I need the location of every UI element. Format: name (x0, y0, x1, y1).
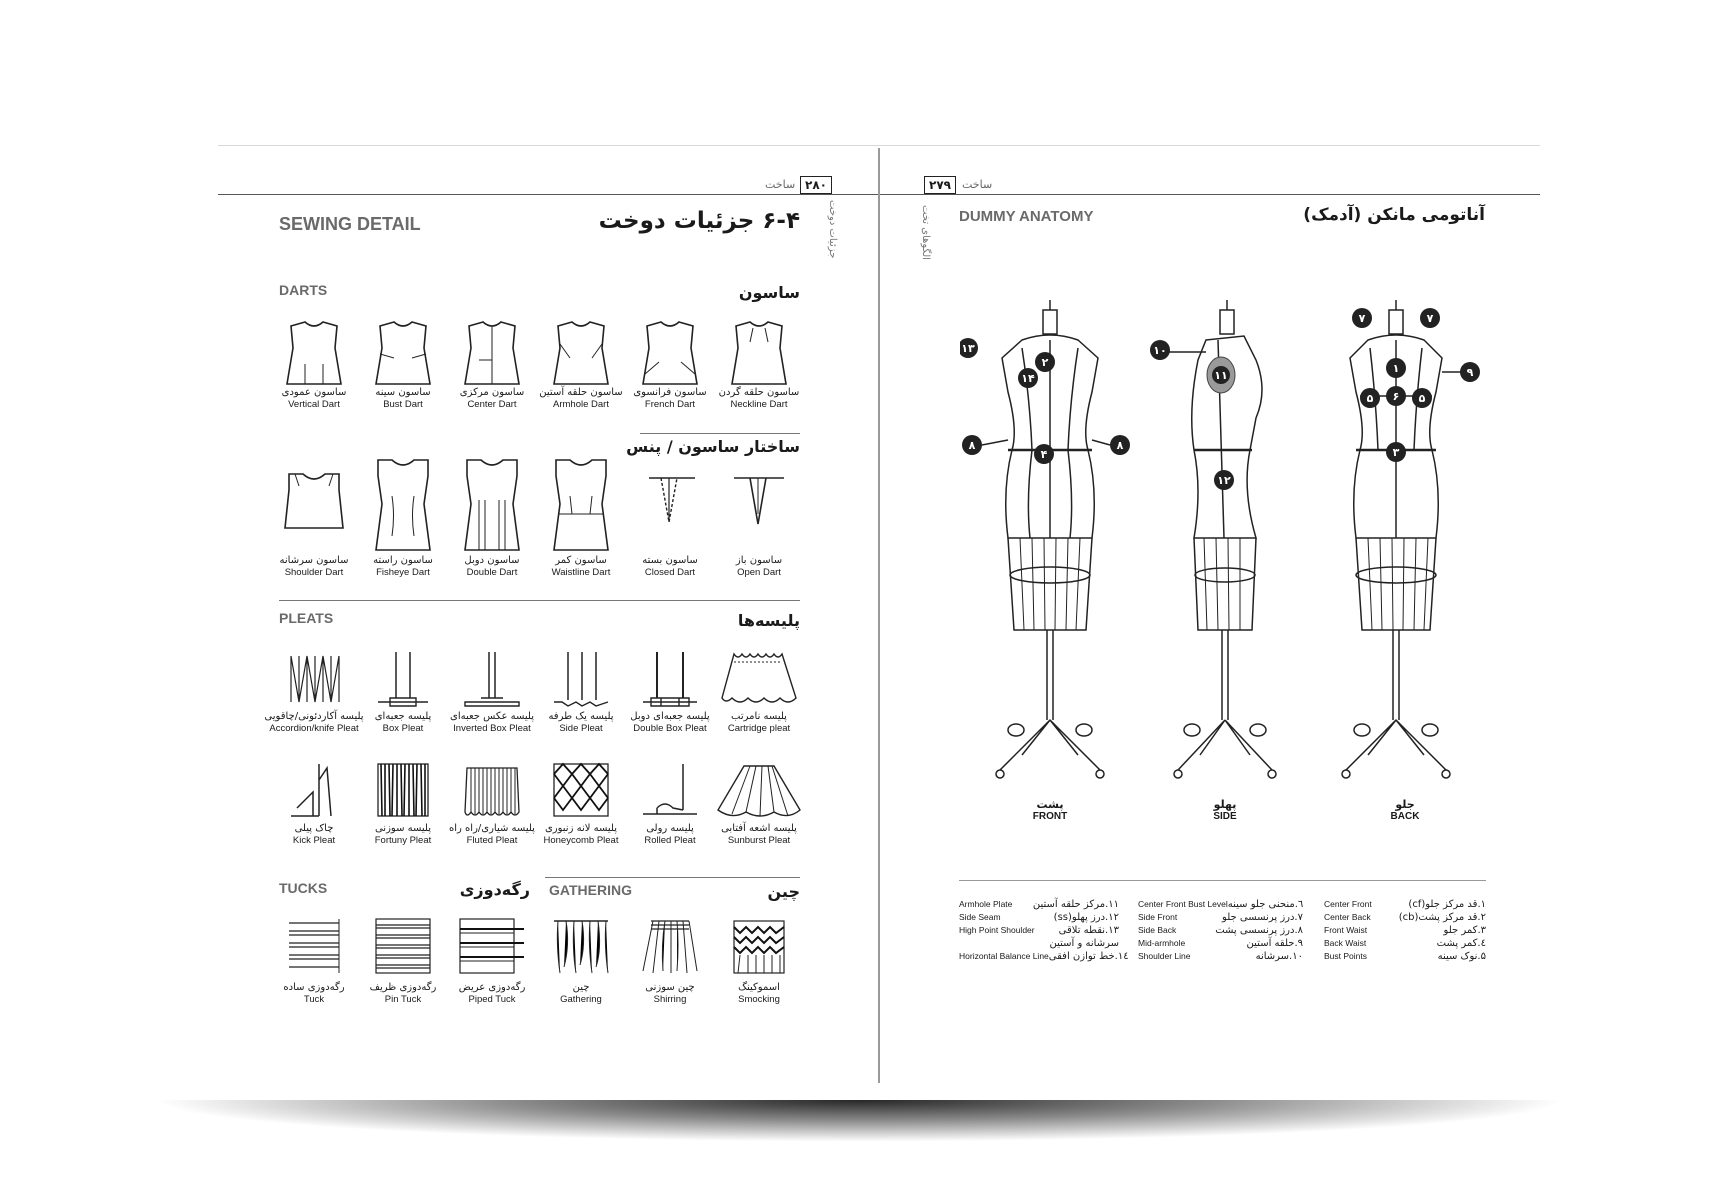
side-dummy-label (1180, 798, 1270, 823)
legend-row (1324, 950, 1486, 963)
kick-pleat-illustration (283, 760, 345, 822)
fortuny-pleat-illustration (372, 760, 434, 822)
gathering-heading-fa: چین (767, 882, 800, 901)
legend-fa: ۹.حلقه آستین (1246, 938, 1303, 949)
dart-en-label: Center Dart (467, 399, 517, 410)
open-dart-illustration (728, 470, 790, 554)
pleat-en-label: Honeycomb Pleat (543, 835, 619, 846)
pleat-fa-label: پلیسه یک طرفه (548, 711, 614, 722)
dart-item-open (714, 470, 804, 579)
back-badge-5-right: ۵ (1418, 392, 1426, 405)
dart-fa-label: ساسون حلقه گردن (718, 387, 800, 398)
gathering-fa-label: چین (572, 982, 590, 993)
side-badge-12: ۱۲ (1217, 474, 1231, 487)
legend-en: Side Front (1138, 912, 1178, 922)
left-running-title: ساخت (765, 178, 796, 191)
dart-en-label: French Dart (644, 399, 696, 410)
pleat-en-label: Cartridge pleat (727, 723, 791, 734)
gathering-item-shirring (625, 915, 715, 1006)
legend-row (959, 911, 1119, 924)
back-dummy-label (1360, 798, 1450, 823)
shirring-illustration (639, 915, 701, 981)
legend-en: Side Back (1138, 925, 1177, 935)
back-badge-7-left: ۷ (1358, 312, 1366, 325)
book-gutter (878, 148, 880, 1083)
legend-fa: ۷.درز پرنسسی جلو (1222, 912, 1303, 923)
gathering-rule (545, 877, 800, 878)
back-badge-6: ۶ (1392, 390, 1400, 403)
cartridge-pleat-illustration (718, 648, 800, 710)
double-dart-illustration (461, 456, 523, 554)
legend-en: Side Seam (959, 912, 1001, 922)
neckline-dart-illustration (728, 318, 790, 386)
legend-row (1324, 911, 1486, 924)
pleat-fa-label: پلیسه سوزنی (374, 823, 432, 834)
legend-row (1138, 924, 1303, 937)
dart-fa-label: ساسون عمودی (281, 387, 347, 398)
legend-fa: ۱٤.خط توازن افقی (1048, 951, 1129, 962)
inverted-box-pleat-illustration (461, 648, 523, 710)
side-badge-11: ۱۱ (1214, 369, 1228, 382)
dummy-anatomy-title-en: DUMMY ANATOMY (959, 208, 1094, 225)
dart-en-label: Neckline Dart (730, 399, 788, 410)
smocking-illustration (728, 915, 790, 981)
dart-en-label: Bust Dart (383, 399, 423, 410)
dummy-anatomy-title-fa: آناتومی مانکن (آدمک) (1303, 205, 1485, 225)
dart-en-label: Waistline Dart (551, 567, 611, 578)
pleat-en-label: Kick Pleat (292, 835, 336, 846)
pleat-item-double-box (625, 648, 715, 735)
pin-tuck-illustration (372, 915, 434, 981)
legend-fa: ٦.منحنی جلو سینه (1227, 899, 1304, 910)
sunburst-pleat-illustration (716, 760, 802, 822)
dart-structure-heading-fa: ساختار ساسون / پنس (626, 437, 800, 456)
back-dummy-illustration (1310, 300, 1490, 800)
pleats-rule (279, 600, 800, 601)
tuck-en-label: Piped Tuck (468, 994, 516, 1005)
sewing-detail-title-en: SEWING DETAIL (279, 214, 421, 234)
pleat-fa-label: پلیسه اشعه آفتابی (721, 823, 797, 834)
fluted-pleat-illustration (461, 760, 523, 822)
pleat-en-label: Side Pleat (559, 723, 603, 734)
legend-fa: ۲.قد مرکز پشت(cb) (1398, 912, 1486, 923)
front-dummy-label-fa: پشت (1036, 798, 1064, 811)
fisheye-dart-illustration (372, 456, 434, 554)
legend-rule (959, 880, 1486, 881)
dart-fa-label: ساسون فرانسوی (633, 387, 707, 398)
back-dummy-label-fa: جلو (1395, 798, 1415, 811)
pleat-item-fluted (447, 760, 537, 847)
pleat-fa-label: پلیسه آکاردئونی/چاقویی (264, 711, 364, 722)
pleat-item-inverted-box (447, 648, 537, 735)
tuck-en-label: Tuck (303, 994, 325, 1005)
front-dummy-label (1005, 798, 1095, 823)
dart-en-label: Armhole Dart (553, 399, 609, 410)
legend-col-2 (1138, 898, 1303, 963)
double-box-pleat-illustration (639, 648, 701, 710)
dart-structure-rule (640, 433, 800, 434)
legend-fa: ۳.کمر جلو (1443, 925, 1486, 936)
dart-en-label: Fisheye Dart (376, 567, 430, 578)
dart-item-shoulder (269, 470, 359, 579)
legend-en: Horizontal Balance Line (959, 951, 1049, 961)
back-dummy-label-en: BACK (1390, 811, 1420, 822)
legend-fa: ۱۱.مرکز حلقه آستین (1032, 899, 1119, 910)
dart-fa-label: ساسون کمر (555, 555, 607, 566)
legend-fa: ۱۲.درز پهلو(ss) (1053, 912, 1119, 923)
legend-en: High Point Shoulder (959, 925, 1035, 935)
right-side-tab: الگوهای تخت (920, 205, 931, 260)
pleat-en-label: Double Box Pleat (633, 723, 707, 734)
legend-row (1324, 898, 1486, 911)
legend-en: Center Front Bust Level (1138, 899, 1228, 909)
front-badges (960, 338, 1130, 464)
closed-dart-illustration (639, 470, 701, 554)
pleat-item-honeycomb (536, 760, 626, 847)
dart-en-label: Shoulder Dart (284, 567, 344, 578)
book-top-edge (218, 145, 1540, 146)
book-shadow (150, 1100, 1570, 1142)
pleat-item-box (358, 648, 448, 735)
side-badge-10: ۱۰ (1153, 344, 1167, 357)
legend-fa: ۱۰.سرشانه (1255, 951, 1303, 962)
back-badge-7-right: ۷ (1426, 312, 1434, 325)
waistline-dart-illustration (550, 456, 612, 554)
back-badge-1: ۱ (1392, 362, 1400, 375)
honeycomb-pleat-illustration (550, 760, 612, 822)
pleat-en-label: Inverted Box Pleat (453, 723, 531, 734)
vertical-dart-illustration (283, 318, 345, 386)
legend-en: Armhole Plate (959, 899, 1013, 909)
tuck-fa-label: رگه‌دوزی ظریف (369, 982, 437, 993)
rolled-pleat-illustration (639, 760, 701, 822)
pleat-fa-label: پلیسه لانه زنبوری (544, 823, 618, 834)
legend-row (959, 937, 1119, 950)
tucks-heading-en: TUCKS (279, 880, 328, 896)
dart-en-label: Closed Dart (644, 567, 696, 578)
gathering-illustration (550, 915, 612, 981)
legend-en: Mid-armhole (1138, 938, 1186, 948)
box-pleat-illustration (372, 648, 434, 710)
dart-item-closed (625, 470, 715, 579)
gathering-en-label: Gathering (560, 994, 602, 1005)
pleat-item-sunburst (714, 760, 804, 847)
pleat-en-label: Sunburst Pleat (727, 835, 791, 846)
legend-en: Center Front (1324, 899, 1372, 909)
dart-fa-label: ساسون باز (735, 555, 783, 566)
left-side-tab: جزئیات دوخت (827, 200, 838, 259)
dart-en-label: Open Dart (737, 567, 781, 578)
legend-row (1138, 911, 1303, 924)
darts-heading-fa: ساسون (738, 283, 800, 302)
tucks-heading-fa: رگه‌دوزی (459, 880, 530, 899)
legend-en: Front Waist (1324, 925, 1368, 935)
pleat-item-rolled (625, 760, 715, 847)
back-badge-5-left: ۵ (1366, 392, 1374, 405)
front-badge-2: ۲ (1041, 356, 1049, 369)
tuck-illustration (283, 915, 345, 981)
dart-item-armhole (536, 318, 626, 411)
legend-fa: ۱۳.نقطه تلاقی (1058, 925, 1119, 936)
dart-fa-label: ساسون سینه (375, 387, 431, 398)
gathering-en-label: Shirring (653, 994, 687, 1005)
right-running-title: ساخت (962, 178, 993, 191)
dart-en-label: Vertical Dart (288, 399, 340, 410)
bust-dart-illustration (372, 318, 434, 386)
center-dart-illustration (461, 318, 523, 386)
back-badge-9: ۹ (1466, 366, 1474, 379)
dart-item-bust (358, 318, 448, 411)
dart-item-center (447, 318, 537, 411)
gathering-en-label: Smocking (738, 994, 780, 1005)
legend-row (1324, 924, 1486, 937)
side-dummy-illustration (1150, 300, 1290, 800)
french-dart-illustration (639, 318, 701, 386)
legend-fa: ٤.کمر پشت (1436, 938, 1486, 949)
side-pleat-illustration (550, 648, 612, 710)
gathering-fa-label: چین سوزنی (645, 982, 695, 993)
gathering-item-smocking (714, 915, 804, 1006)
tuck-item-piped (447, 915, 537, 1006)
gathering-heading-en: GATHERING (549, 882, 632, 898)
side-dummy-label-fa: پهلو (1213, 798, 1237, 811)
pleat-fa-label: پلیسه رولی (646, 823, 694, 834)
legend-en: Shoulder Line (1138, 951, 1191, 961)
legend-row (1138, 898, 1303, 911)
front-dummy-illustration (960, 300, 1140, 800)
front-badge-14: ۱۴ (1021, 372, 1035, 385)
dart-item-french (625, 318, 715, 411)
gathering-item-gathering (536, 915, 626, 1006)
sewing-detail-title-fa: ۶-۴ جزئیات دوخت (598, 208, 800, 234)
pleat-fa-label: پلیسه عکس جعبه‌ای (450, 711, 534, 722)
front-dummy-label-en: FRONT (1032, 811, 1068, 822)
pleat-fa-label: پلیسه جعبه‌ای (374, 711, 432, 722)
legend-row (1138, 937, 1303, 950)
dart-item-neckline (714, 318, 804, 411)
pleat-fa-label: پلیسه شیاری/راه راه (449, 823, 535, 834)
armhole-dart-illustration (550, 318, 612, 386)
dart-en-label: Double Dart (466, 567, 518, 578)
pleat-en-label: Accordion/knife Pleat (269, 723, 359, 734)
legend-en: Back Waist (1324, 938, 1367, 948)
tuck-item-pin (358, 915, 448, 1006)
pleat-en-label: Fluted Pleat (466, 835, 518, 846)
front-badge-4: ۴ (1040, 448, 1048, 461)
legend-fa: سرشانه و آستین (1049, 938, 1119, 949)
pleat-en-label: Box Pleat (382, 723, 424, 734)
pleat-item-cartridge (714, 648, 804, 735)
tuck-en-label: Pin Tuck (384, 994, 422, 1005)
gathering-fa-label: اسموکینگ (738, 982, 780, 993)
tuck-fa-label: رگه‌دوزی ساده (283, 982, 345, 993)
dart-item-vertical (269, 318, 359, 411)
dart-fa-label: ساسون بسته (642, 555, 698, 566)
dart-item-fisheye (358, 456, 448, 579)
pleat-item-fortuny (358, 760, 448, 847)
pleat-item-side (536, 648, 626, 735)
back-badge-3: ۳ (1392, 446, 1400, 459)
pleat-fa-label: چاک پیلی (294, 823, 334, 834)
shoulder-dart-illustration (283, 470, 345, 554)
legend-col-1 (1324, 898, 1486, 963)
pleat-item-kick (269, 760, 359, 847)
left-header-rule (218, 194, 878, 195)
legend-en: Center Back (1324, 912, 1371, 922)
pleat-fa-label: پلیسه جعبه‌ای دوبل (630, 711, 710, 722)
legend-fa: ۸.درز پرنسسی پشت (1215, 925, 1303, 936)
dart-fa-label: ساسون راسته (373, 555, 433, 566)
front-badge-8-left: ۸ (968, 439, 976, 452)
tuck-fa-label: رگه‌دوزی عریض (458, 982, 526, 993)
legend-row (1324, 937, 1486, 950)
pleat-en-label: Fortuny Pleat (374, 835, 432, 846)
side-dummy-label-en: SIDE (1213, 811, 1237, 822)
front-badge-8-right: ۸ (1116, 439, 1124, 452)
legend-en: Bust Points (1324, 951, 1367, 961)
tuck-item-tuck (269, 915, 359, 1006)
dart-item-double (447, 456, 537, 579)
right-header-rule (880, 194, 1540, 195)
piped-tuck-illustration (456, 915, 528, 981)
pleat-fa-label: پلیسه نامرتب (731, 711, 787, 722)
legend-row (959, 950, 1129, 963)
pleats-heading-en: PLEATS (279, 610, 334, 626)
pleats-heading-fa: پلیسه‌ها (737, 611, 800, 630)
legend-fa: ۵.نوک سینه (1437, 951, 1486, 962)
left-page-number: ۲۸۰ (800, 176, 832, 194)
legend-row (959, 924, 1119, 937)
dart-fa-label: ساسون سرشانه (279, 555, 349, 566)
right-page-number: ۲۷۹ (924, 176, 956, 194)
legend-fa: ۱.قد مرکز جلو(cf) (1408, 899, 1486, 910)
darts-heading-en: DARTS (279, 282, 328, 298)
front-badge-13: ۱۳ (961, 342, 975, 355)
dart-fa-label: ساسون حلقه آستین (539, 387, 623, 398)
dart-fa-label: ساسون مرکزی (459, 387, 525, 398)
dart-fa-label: ساسون دوبل (464, 555, 520, 566)
accordion-pleat-illustration (283, 648, 345, 710)
legend-row (1138, 950, 1303, 963)
legend-col-3 (959, 898, 1129, 963)
back-badges (1352, 308, 1480, 462)
legend-row (959, 898, 1119, 911)
dart-item-waistline (536, 456, 626, 579)
pleat-en-label: Rolled Pleat (644, 835, 696, 846)
